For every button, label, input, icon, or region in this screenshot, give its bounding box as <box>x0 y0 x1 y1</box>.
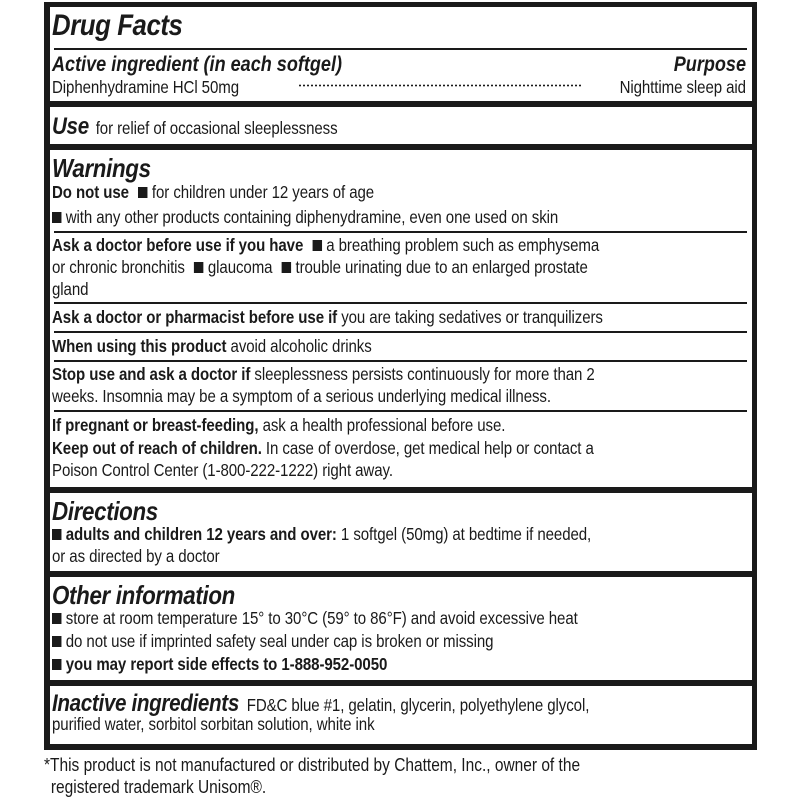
ask-doctor-item: a breathing problem such as emphysema <box>326 235 600 255</box>
directions-text: or as directed by a doctor <box>52 546 220 566</box>
ask-doctor-item: trouble urinating due to an enlarged prostate <box>295 257 588 277</box>
drug-facts-title-row <box>52 10 746 42</box>
section-divider <box>44 487 756 493</box>
inactive-ingredients-text: FD&C blue #1, gelatin, glycerin, polyethylene glycol, <box>246 695 590 715</box>
keep-out-row <box>52 438 746 458</box>
pregnant-row <box>52 415 746 435</box>
purpose-heading: Purpose <box>673 53 746 76</box>
when-using-label: When using this product <box>52 336 227 356</box>
directions-heading-row <box>52 497 746 525</box>
warnings-heading: Warnings <box>52 153 151 183</box>
bullet-icon <box>52 659 61 670</box>
bullet-icon <box>52 636 61 647</box>
ask-doctor-item: or chronic bronchitis <box>52 257 185 277</box>
inactive-ingredients-text: purified water, sorbitol sorbitan solution, white ink <box>52 714 375 734</box>
keep-out-label: Keep out of reach of children. <box>52 438 262 458</box>
directions-text: 1 softgel (50mg) at bedtime if needed, <box>340 524 592 544</box>
section-divider <box>44 101 756 107</box>
do-not-use-item: with any other products containing diphenydramine, even one used on skin <box>65 207 559 227</box>
ask-doctor-row <box>52 235 746 255</box>
other-info-item <box>52 654 746 674</box>
purpose-heading-row <box>662 53 746 77</box>
directions-row <box>52 524 746 544</box>
do-not-use-label: Do not use <box>52 182 129 202</box>
active-ingredient-heading-row <box>52 53 746 77</box>
bullet-icon <box>138 187 147 198</box>
stop-use-row-2 <box>52 386 746 406</box>
other-info-heading-row <box>52 581 746 609</box>
ask-doctor-row-2 <box>52 257 746 277</box>
stop-use-text: weeks. Insomnia may be a symptom of a serious underlying medical illness. <box>52 386 551 406</box>
directions-heading: Directions <box>52 496 158 526</box>
bullet-icon <box>52 613 61 624</box>
trademark-footnote <box>44 754 663 798</box>
when-using-row <box>52 336 746 356</box>
active-ingredient-name: Diphenhydramine HCl 50mg <box>52 77 239 97</box>
bullet-icon <box>52 212 61 223</box>
keep-out-text: In case of overdose, get medical help or contact a <box>265 438 594 458</box>
section-divider <box>44 144 756 150</box>
warning-divider <box>54 410 747 412</box>
ask-pharmacist-row <box>52 307 746 327</box>
purpose-value-row <box>599 77 746 97</box>
stop-use-row <box>52 364 746 384</box>
purpose-value: Nighttime sleep aid <box>619 77 746 97</box>
use-heading: Use <box>52 113 89 140</box>
footnote-line: registered trademark Unisom®. <box>50 777 267 797</box>
do-not-use-item: for children under 12 years of age <box>151 182 375 202</box>
keep-out-row-2 <box>52 460 746 480</box>
inactive-ingredients-row-2 <box>52 714 746 734</box>
other-info-item <box>52 608 746 628</box>
active-ingredient-heading: Active ingredient (in each softgel) <box>52 53 343 76</box>
bullet-icon <box>312 240 321 251</box>
inactive-ingredients-heading: Inactive ingredients <box>52 690 239 717</box>
other-info-text: do not use if imprinted safety seal under cap is broken or missing <box>65 631 494 651</box>
directions-label: adults and children 12 years and over: <box>65 524 337 544</box>
other-info-item <box>52 631 746 651</box>
other-info-text: store at room temperature 15° to 30°C (59° to 86°F) and avoid excessive heat <box>65 608 578 628</box>
bullet-icon <box>194 262 203 273</box>
stop-use-text: sleeplessness persists continuously for more than 2 <box>254 364 595 384</box>
other-info-heading: Other information <box>52 580 235 610</box>
warning-divider <box>54 302 747 304</box>
ask-pharmacist-label: Ask a doctor or pharmacist before use if <box>52 307 338 327</box>
use-text: for relief of occasional sleeplessness <box>95 118 338 138</box>
keep-out-text: Poison Control Center (1-800-222-1222) right away. <box>52 460 393 480</box>
bullet-icon <box>52 529 61 540</box>
ask-doctor-item: gland <box>52 279 89 299</box>
warnings-heading-row <box>52 154 746 182</box>
warning-divider <box>54 231 747 233</box>
stop-use-label: Stop use and ask a doctor if <box>52 364 251 384</box>
footnote-line: *This product is not manufactured or distributed by Chattem, Inc., owner of the <box>44 755 581 775</box>
title-divider <box>54 48 747 50</box>
section-divider <box>44 571 756 577</box>
directions-row-2 <box>52 546 746 566</box>
use-section <box>52 113 746 141</box>
when-using-text: avoid alcoholic drinks <box>230 336 372 356</box>
other-info-text: you may report side effects to 1-888-952-0050 <box>65 654 388 674</box>
section-divider <box>44 680 756 686</box>
ask-doctor-item: glaucoma <box>207 257 273 277</box>
ask-doctor-row-3 <box>52 279 746 299</box>
pregnant-text: ask a health professional before use. <box>262 415 506 435</box>
warning-divider <box>54 360 747 362</box>
pregnant-label: If pregnant or breast-feeding, <box>52 415 259 435</box>
do-not-use-row-2 <box>52 207 746 227</box>
ask-doctor-label: Ask a doctor before use if you have <box>52 235 304 255</box>
warning-divider <box>54 331 747 333</box>
ask-pharmacist-text: you are taking sedatives or tranquilizers <box>341 307 603 327</box>
do-not-use-row <box>52 182 746 202</box>
drug-facts-title: Drug Facts <box>52 9 183 42</box>
bullet-icon <box>282 262 291 273</box>
leader-dots <box>298 84 583 87</box>
